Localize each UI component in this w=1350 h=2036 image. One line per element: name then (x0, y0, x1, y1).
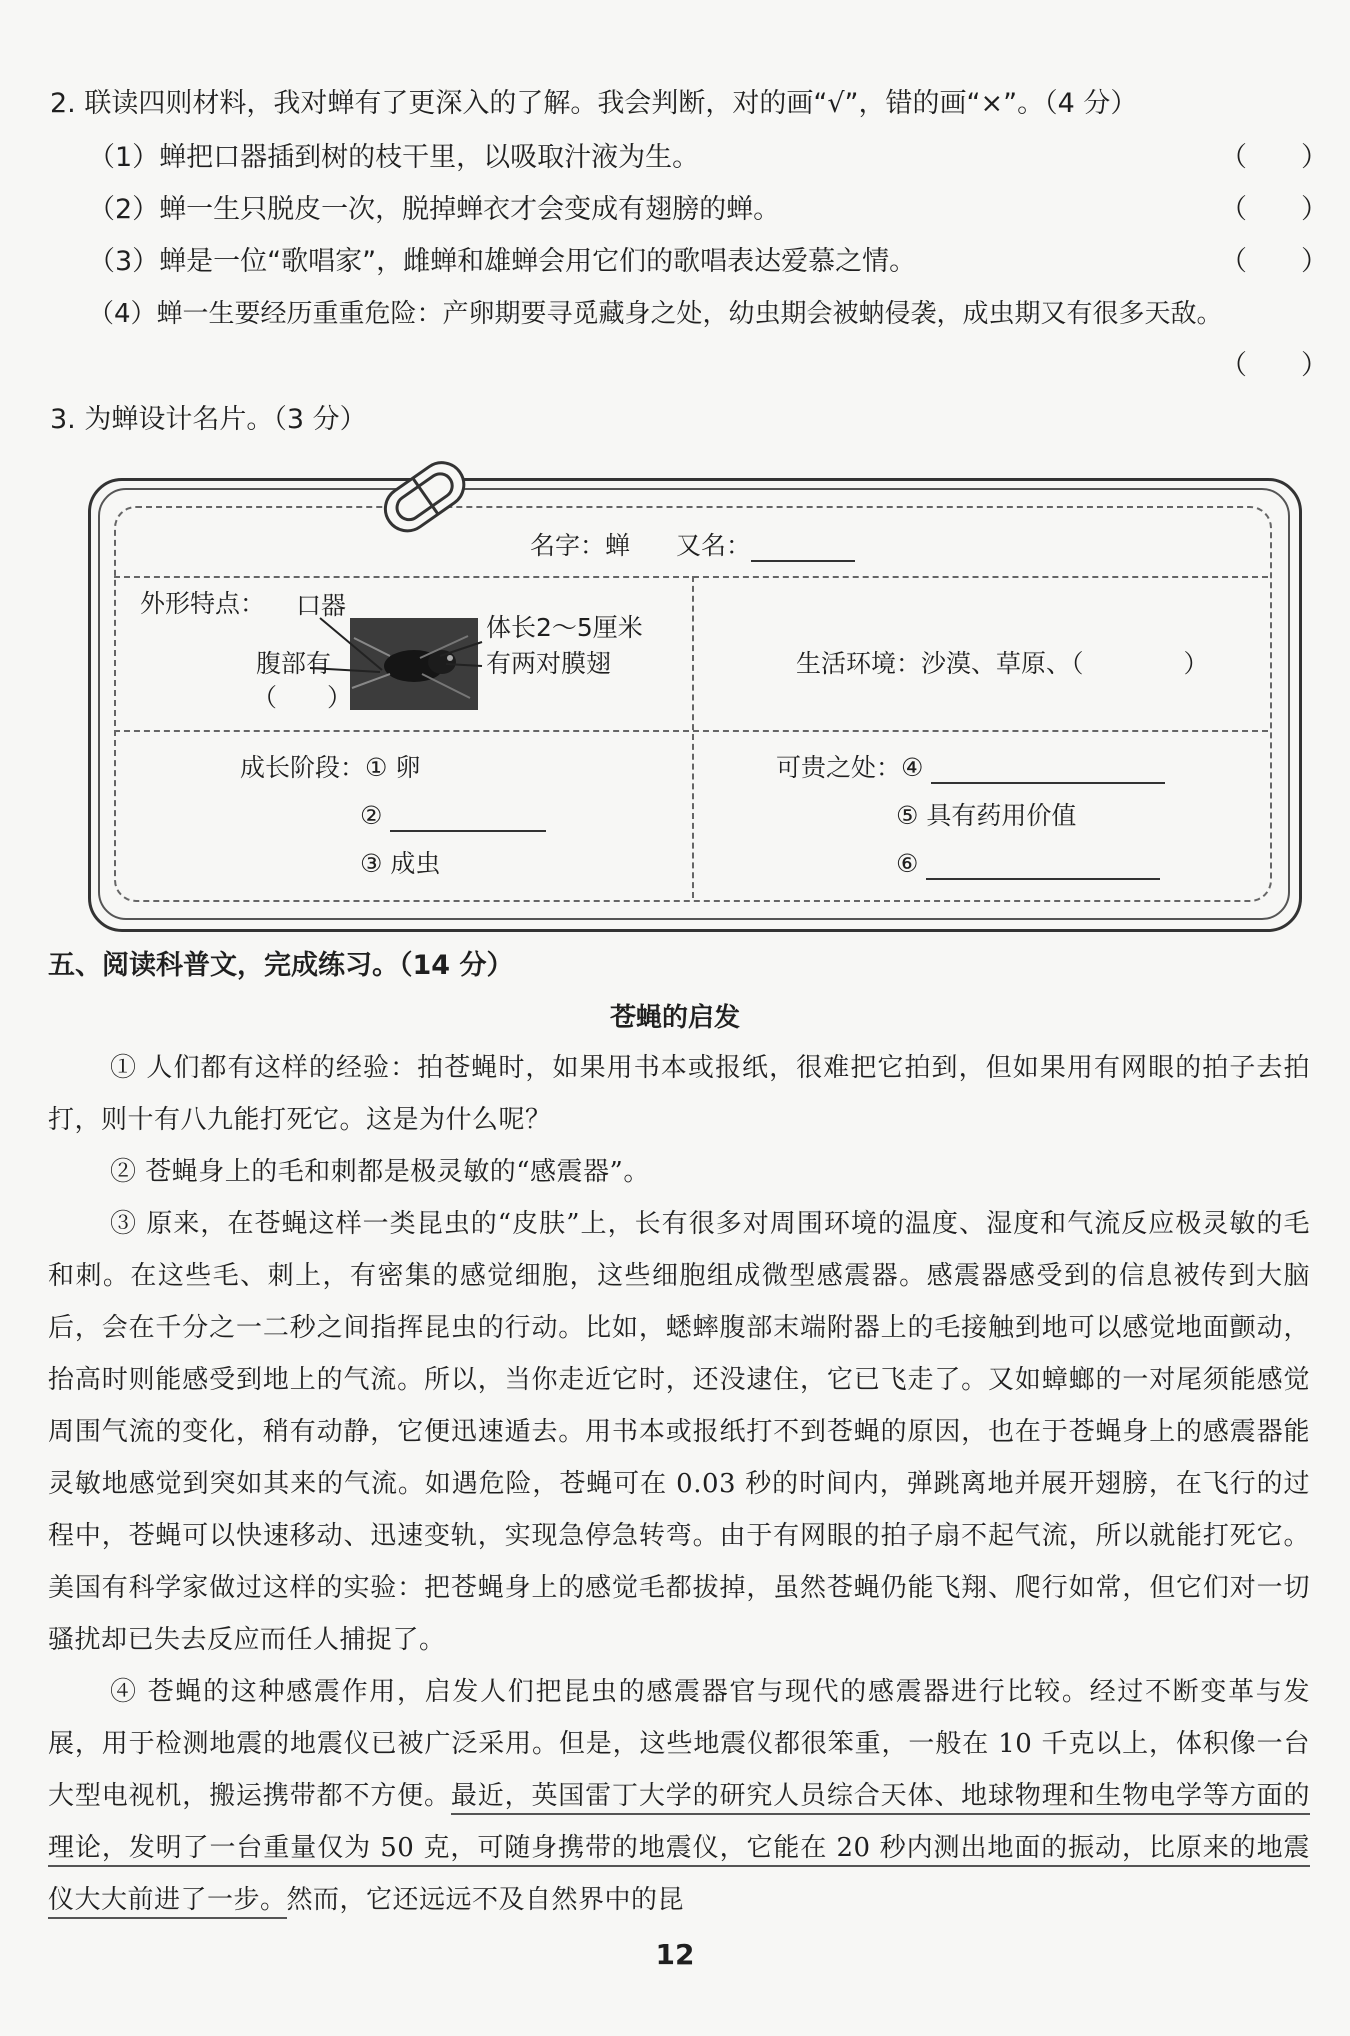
growth-stage-1: 成长阶段：① 卵 (240, 753, 421, 782)
q2-item-4: （4）蝉一生要经历重重危险：产卵期要寻觅藏身之处，幼虫期会被蚋侵袭，成虫期又有很多天敌。 (88, 299, 1223, 329)
abdomen-label: 腹部有 (256, 649, 332, 678)
underlined-sentence: 最近，英国雷丁大学的研究人员综合天体、地球物理和生物电学等方面的理论，发明了一台重量仅为 50 克，可随身携带的地震仪，它能在 20 秒内测出地面的振动，比原来的地震仪大大前进了一步。 (48, 1781, 1310, 1919)
q2-answer-bracket-4[interactable]: （ ） (1220, 350, 1328, 381)
card-alias: 又名： (676, 530, 855, 562)
value-4-blank[interactable] (931, 756, 1165, 784)
value-5: ⑤ 具有药用价值 (896, 801, 1077, 830)
mouthparts-label: 口器 (296, 591, 347, 620)
card-name: 名字：蝉 (530, 531, 631, 560)
paragraph-3: ③ 原来，在苍蝇这样一类昆虫的“皮肤”上，长有很多对周围环境的温度、湿度和气流反应极灵敏的毛和刺。在这些毛、刺上，有密集的感觉细胞，这些细胞组成微型感震器。感震器感受到的信息被传到大脑后，会在千分之一二秒之间指挥昆虫的行动。比如，蟋蟀腹部末端附器上的毛接触到地可以感觉地面颤动，抬高时则能感受到地上的气流。所以，当你走近它时，还没逮住，它已飞走了。又如蟑螂的一对尾须能感觉周围气流的变化，稍有动静，它便迅速遁去。用书本或报纸打不到苍蝇的原因，也在于苍蝇身上的感震器能灵敏地感觉到突如其来的气流。如遇危险，苍蝇可在 0.03 秒的时间内，弹跳离地并展开翅膀，在飞行的过程中，苍蝇可以快速移动、迅速变轨，实现急停急转弯。由于有网眼的拍子扇不起气流，所以就能打死它。美国有科学家做过这样的实验：把苍蝇身上的感觉毛都拔掉，虽然苍蝇仍能飞翔、爬行如常，但它们对一切骚扰却已失去反应而任人捕捉了。 (48, 1209, 1310, 1655)
q2-answer-bracket-3[interactable]: （ ） (1220, 246, 1328, 277)
card-divider (114, 730, 1268, 732)
q2-item-1: （1）蝉把口器插到树的枝干里，以吸取汁液为生。 (88, 142, 700, 173)
q3-title: 3. 为蝉设计名片。（3 分） (50, 404, 367, 435)
q2-title: 2. 联读四则材料，我对蝉有了更深入的了解。我会判断，对的画“√”，错的画“×”。（4 分） (50, 88, 1138, 119)
paper-clip-icon (372, 452, 480, 542)
q2-answer-bracket-1[interactable]: （ ） (1220, 142, 1328, 173)
value-6-blank[interactable] (926, 852, 1160, 880)
growth-blank[interactable] (390, 804, 546, 832)
wings-label: 有两对膜翅 (486, 649, 612, 678)
growth-stage-2: ② (360, 800, 546, 832)
value-4: 可贵之处：④ (776, 752, 1165, 784)
card-divider (114, 576, 1268, 578)
body-length-label: 体长2～5厘米 (486, 613, 643, 642)
abdomen-blank[interactable]: （ ） (252, 683, 353, 712)
habitat-label: 生活环境：沙漠、草原、（ ） (796, 649, 1209, 678)
alias-blank[interactable] (751, 534, 855, 562)
appearance-label: 外形特点： (140, 589, 266, 618)
value-6: ⑥ (896, 848, 1160, 880)
q2-answer-bracket-2[interactable]: （ ） (1220, 194, 1328, 225)
paragraph-4: ④ 苍蝇的这种感震作用，启发人们把昆虫的感震器官与现代的感震器进行比较。经过不断变革与发展，用于检测地震的地震仪已被广泛采用。但是，这些地震仪都很笨重，一般在 10 千克以上，体积像一台大型电视机，搬运携带都不方便。最近，英国雷丁大学的研究人员综合天体、地球物理和生物电学等方面的理论，发明了一台重量仅为 50 克，可随身携带的地震仪，它能在 20 秒内测出地面的振动，比原来的地震仪大大前进了一步。然而，它还远远不及自然界中的昆 (48, 1666, 1310, 1926)
q2-item-2: （2）蝉一生只脱皮一次，脱掉蝉衣才会变成有翅膀的蝉。 (88, 194, 781, 225)
article-title: 苍蝇的启发 (609, 1003, 740, 1033)
section5-title: 五、阅读科普文，完成练习。（14 分） (48, 950, 514, 981)
card-divider (692, 576, 694, 898)
growth-stage-3: ③ 成虫 (360, 849, 441, 878)
paragraph-1: ① 人们都有这样的经验：拍苍蝇时，如果用书本或报纸，很难把它拍到，但如果用有网眼的拍子去拍打，则十有八九能打死它。这是为什么呢？ (48, 1053, 1310, 1135)
q2-item-3: （3）蝉是一位“歌唱家”，雌蝉和雄蝉会用它们的歌唱表达爱慕之情。 (88, 246, 917, 277)
paragraph-2: ② 苍蝇身上的毛和刺都是极灵敏的“感震器”。 (110, 1157, 650, 1187)
page-number: 12 (655, 1938, 695, 1971)
